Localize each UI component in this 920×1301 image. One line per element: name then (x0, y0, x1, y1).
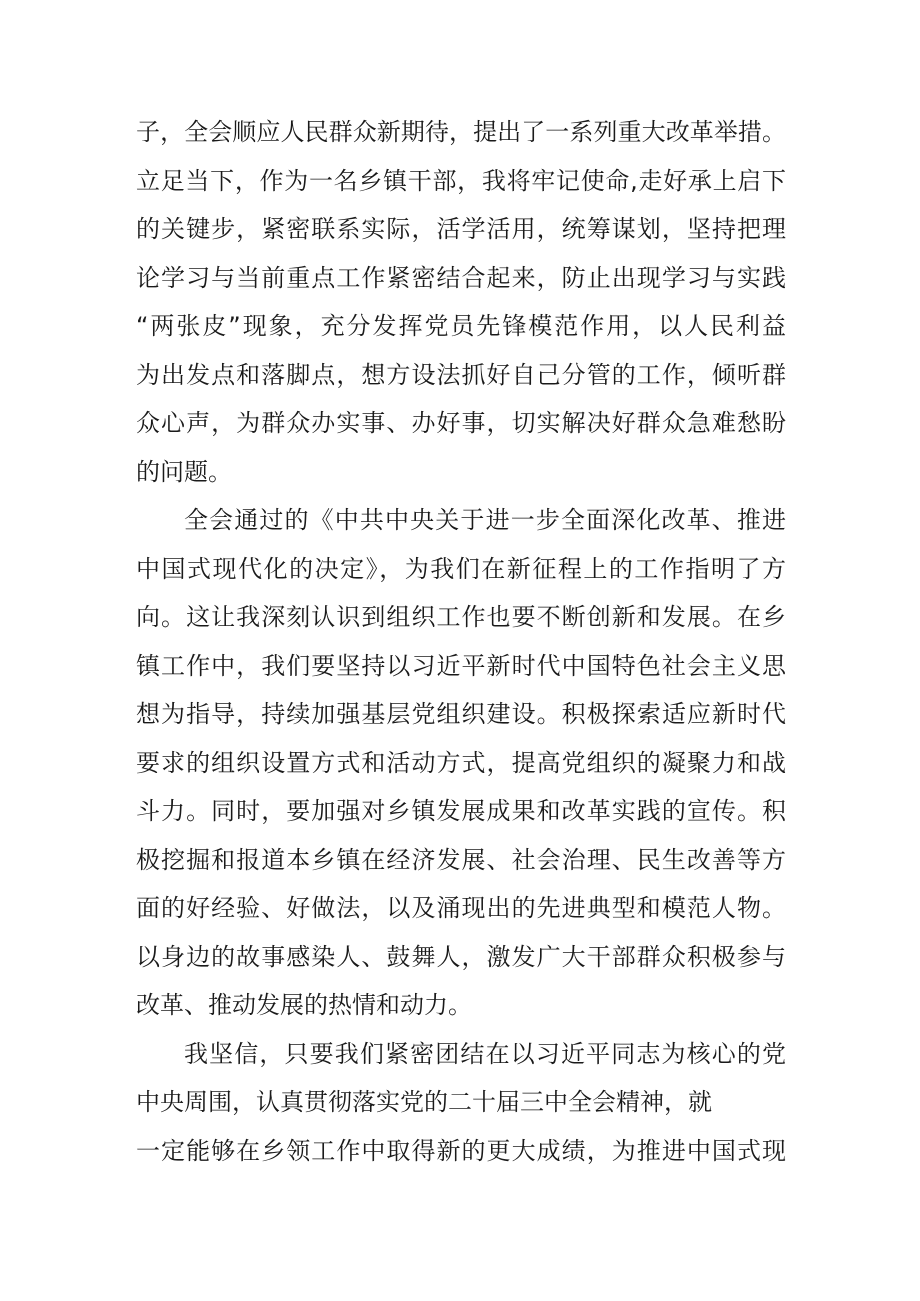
text-line: 以身边的故事感染人、鼓舞人，激发广大干部群众积极参与 (136, 942, 786, 971)
text-line: 中国式现代化的决定》，为我们在新征程上的工作指明了方 (136, 554, 786, 583)
text-line: 中央周围，认真贯彻落实党的二十届三中全会精神，就 (136, 1088, 712, 1116)
text-line: 我坚信，只要我们紧密团结在以习近平同志为核心的党 (184, 1039, 786, 1068)
text-line: 为出发点和落脚点，想方设法抓好自己分管的工作，倾听群 (136, 360, 786, 389)
text-line: “两张皮”现象，充分发挥党员先锋模范作用，以人民利益 (136, 312, 786, 340)
text-line: 镇工作中，我们要坚持以习近平新时代中国特色社会主义思 (136, 651, 786, 680)
text-line: 改革、推动发展的热情和动力。 (136, 991, 472, 1019)
text-line: 的关键步，紧密联系实际，活学活用，统筹谋划，坚持把理 (136, 215, 786, 243)
body-text (136, 108, 786, 1175)
text-line: 一定能够在乡领工作中取得新的更大成绩，为推进中国式现 (136, 1136, 786, 1165)
text-line: 论学习与当前重点工作紧密结合起来，防止出现学习与实践 (136, 263, 786, 292)
text-line: 的问题。 (136, 457, 232, 486)
text-line: 面的好经验、好做法，以及涌现出的先进典型和模范人物。 (136, 894, 786, 922)
text-line: 子，全会顺应人民群众新期待，提出了一系列重大改革举措。 (136, 118, 786, 146)
text-line: 立足当下，作为一名乡镇干部，我将牢记使命,走好承上启下 (136, 166, 786, 195)
text-line: 斗力。同时，要加强对乡镇发展成果和改革实践的宣传。积 (136, 797, 786, 825)
text-line: 众心声，为群众办实事、办好事，切实解决好群众急难愁盼 (136, 409, 786, 437)
text-line: 要求的组织设置方式和活动方式，提高党组织的凝聚力和战 (136, 748, 786, 777)
text-line: 向。这让我深刻认识到组织工作也要不断创新和发展。在乡 (136, 603, 786, 631)
text-line: 想为指导，持续加强基层党组织建设。积极探索适应新时代 (136, 700, 786, 728)
text-line: 全会通过的《中共中央关于进一步全面深化改革、推进 (184, 506, 786, 534)
text-line: 极挖掘和报道本乡镇在经济发展、社会治理、民生改善等方 (136, 845, 786, 874)
